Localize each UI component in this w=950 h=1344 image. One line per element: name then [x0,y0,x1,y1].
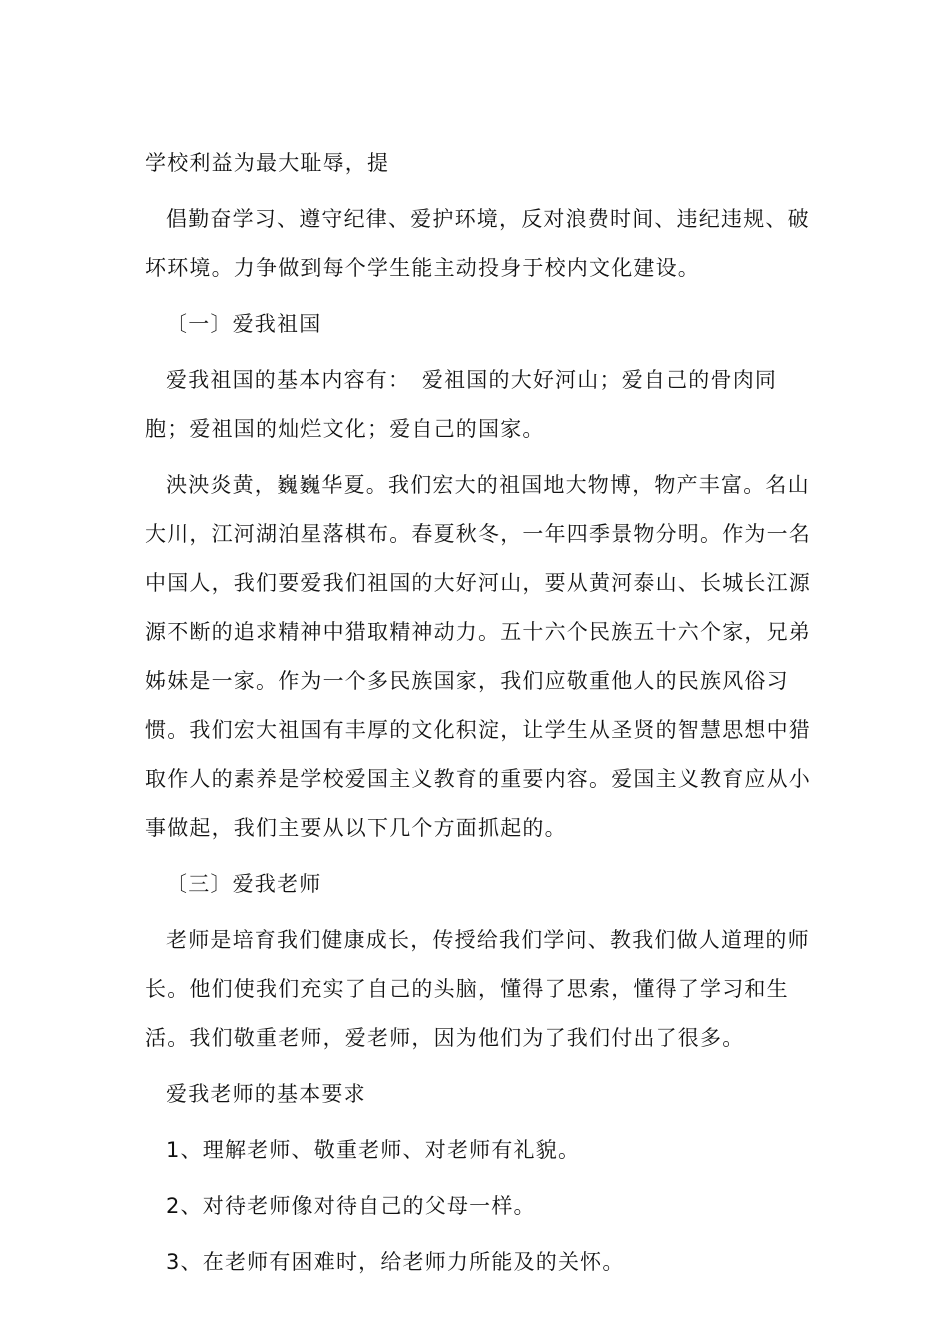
paragraph-continuation: 学校利益为最大耻辱，提 [145,151,390,175]
list-item-requirement-2: 2、对待老师像对待自己的父母一样。 [166,1194,536,1218]
list-item-requirement-3: 3、在老师有困难时，给老师力所能及的关怀。 [166,1250,625,1274]
document-body [145,132,815,1287]
list-item-requirement-1: 1、理解老师、敬重老师、对老师有礼貌。 [166,1138,581,1162]
paragraph-country-description: 泱泱炎黄，巍巍华夏。我们宏大的祖国地大物博，物产丰富。名山大川，江河湖泊星落棋布。春夏秋冬，一年四季景物分明。作为一名中国人，我们要爱我们祖国的大好河山，要从黄河泰山、长城长江源源不断的追求精神中猎取精神动力。五十六个民族五十六个家，兄弟姊妹是一家。作为一个多民族国家，我们应敬重他人的民族风俗习惯。我们宏大祖国有丰厚的文化积淀，让学生从圣贤的智慧思想中猎取作人的素养是学校爱国主义教育的重要内容。爱国主义教育应从小事做起，我们主要从以下几个方面抓起的。 [145,473,811,840]
section-heading-love-teacher: 〔三〕爱我老师 [166,872,322,896]
subheading-teacher-requirements: 爱我老师的基本要求 [166,1082,366,1106]
paragraph-discipline: 倡勤奋学习、遵守纪律、爱护环境，反对浪费时间、违纪违规、破坏环境。力争做到每个学生能主动投身于校内文化建设。 [145,207,810,280]
paragraph-country-content: 爱我祖国的基本内容有： 爱祖国的大好河山；爱自己的骨肉同胞；爱祖国的灿烂文化；爱自己的国家。 [145,368,778,441]
section-heading-love-country: 〔一〕爱我祖国 [166,312,322,336]
paragraph-teacher-description: 老师是培育我们健康成长，传授给我们学问、教我们做人道理的师长。他们使我们充实了自己的头脑，懂得了思索，懂得了学习和生活。我们敬重老师，爱老师，因为他们为了我们付出了很多。 [145,928,810,1050]
